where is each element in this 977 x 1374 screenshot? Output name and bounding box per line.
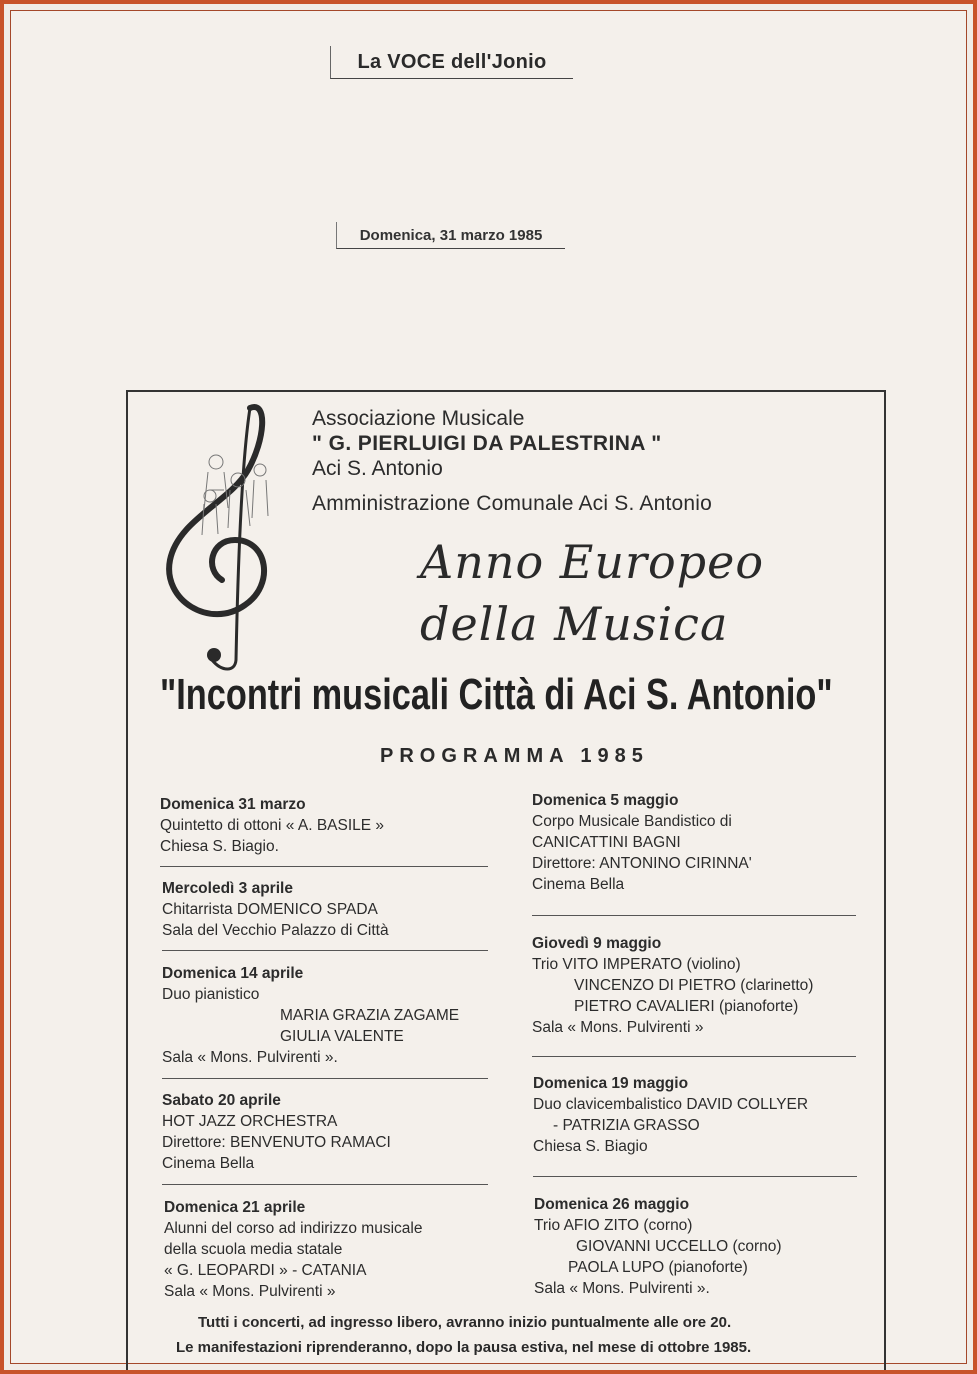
divider — [162, 1184, 488, 1185]
event-line: Duo clavicembalistico DAVID COLLYER — [533, 1096, 809, 1113]
divider — [532, 1056, 856, 1057]
event-date: Domenica 26 maggio — [534, 1196, 690, 1213]
event-line: Quintetto di ottoni « A. BASILE » — [160, 817, 385, 834]
divider — [532, 915, 856, 916]
event-line: Sala « Mons. Pulvirenti » — [532, 1019, 704, 1036]
event-line: Sala « Mons. Pulvirenti ». — [534, 1280, 710, 1297]
divider — [162, 950, 488, 951]
event-line: VINCENZO DI PIETRO (clarinetto) — [574, 977, 814, 994]
divider — [533, 1176, 857, 1177]
event-right-1 — [532, 790, 752, 895]
event-date: Sabato 20 aprile — [162, 1092, 281, 1109]
divider — [160, 866, 488, 867]
event-right-4 — [534, 1194, 782, 1299]
association-name: Associazione Musicale — [312, 407, 525, 430]
association-title: " G. PIERLUIGI DA PALESTRINA " — [312, 432, 662, 455]
event-line: PAOLA LUPO (pianoforte) — [568, 1259, 748, 1276]
divider — [162, 1078, 488, 1079]
event-line: PIETRO CAVALIERI (pianoforte) — [574, 998, 799, 1015]
footer-note-1: Tutti i concerti, ad ingresso libero, avranno inizio puntualmente alle ore 20. — [198, 1314, 732, 1331]
event-line: Cinema Bella — [532, 876, 625, 893]
event-line: HOT JAZZ ORCHESTRA — [162, 1113, 338, 1130]
event-date: Domenica 21 aprile — [164, 1199, 306, 1216]
event-left-1 — [160, 794, 384, 857]
association-block — [312, 406, 662, 481]
event-date: Domenica 19 maggio — [533, 1075, 689, 1092]
event-line: GIULIA VALENTE — [280, 1028, 404, 1045]
event-line: CANICATTINI BAGNI — [532, 834, 681, 851]
event-right-2 — [532, 933, 813, 1038]
association-town: Aci S. Antonio — [312, 457, 443, 480]
event-line: Alunni del corso ad indirizzo musicale — [164, 1220, 423, 1237]
event-date: Domenica 31 marzo — [160, 796, 306, 813]
gothic-title-line1: Anno Europeo — [420, 535, 765, 589]
event-line: Cinema Bella — [162, 1155, 255, 1172]
event-line: Trio VITO IMPERATO (violino) — [532, 956, 741, 973]
event-line: Trio AFIO ZITO (corno) — [534, 1217, 693, 1234]
event-line: Chitarrista DOMENICO SPADA — [162, 901, 378, 918]
event-left-5 — [164, 1197, 422, 1302]
event-line: della scuola media statale — [164, 1241, 343, 1258]
event-line: - PATRIZIA GRASSO — [553, 1117, 700, 1134]
treble-clef-icon — [150, 400, 285, 675]
event-line: Duo pianistico — [162, 986, 260, 1003]
event-date: Mercoledì 3 aprile — [162, 880, 293, 897]
event-line: MARIA GRAZIA ZAGAME — [280, 1007, 460, 1024]
event-line: Corpo Musicale Bandistico di — [532, 813, 732, 830]
event-left-2 — [162, 878, 389, 941]
gothic-title-line2: della Musica — [420, 597, 729, 651]
event-line: Sala del Vecchio Palazzo di Città — [162, 922, 389, 939]
event-line: Sala « Mons. Pulvirenti » — [164, 1283, 336, 1300]
footer-note-2: Le manifestazioni riprenderanno, dopo la pausa estiva, nel mese di ottobre 1985. — [176, 1339, 752, 1356]
municipal-administration: Amministrazione Comunale Aci S. Antonio — [312, 492, 712, 515]
event-line: Chiesa S. Biagio — [533, 1138, 648, 1155]
event-line: Sala « Mons. Pulvirenti ». — [162, 1049, 338, 1066]
programme-heading: PROGRAMMA 1985 — [380, 745, 649, 767]
event-line: Direttore: BENVENUTO RAMACI — [162, 1134, 391, 1151]
event-series-headline: "Incontri musicali Città di Aci S. Antonio" — [160, 670, 833, 719]
event-left-3 — [162, 963, 459, 1068]
event-left-4 — [162, 1090, 391, 1174]
dateline: Domenica, 31 marzo 1985 — [336, 222, 565, 249]
event-right-3 — [533, 1073, 808, 1157]
event-date: Domenica 5 maggio — [532, 792, 679, 809]
event-date: Giovedì 9 maggio — [532, 935, 662, 952]
newspaper-masthead: La VOCE dell'Jonio — [330, 46, 573, 79]
event-line: Direttore: ANTONINO CIRINNA' — [532, 855, 752, 872]
event-line: « G. LEOPARDI » - CATANIA — [164, 1262, 367, 1279]
event-line: Chiesa S. Biagio. — [160, 838, 279, 855]
event-line: GIOVANNI UCCELLO (corno) — [576, 1238, 782, 1255]
event-date: Domenica 14 aprile — [162, 965, 304, 982]
